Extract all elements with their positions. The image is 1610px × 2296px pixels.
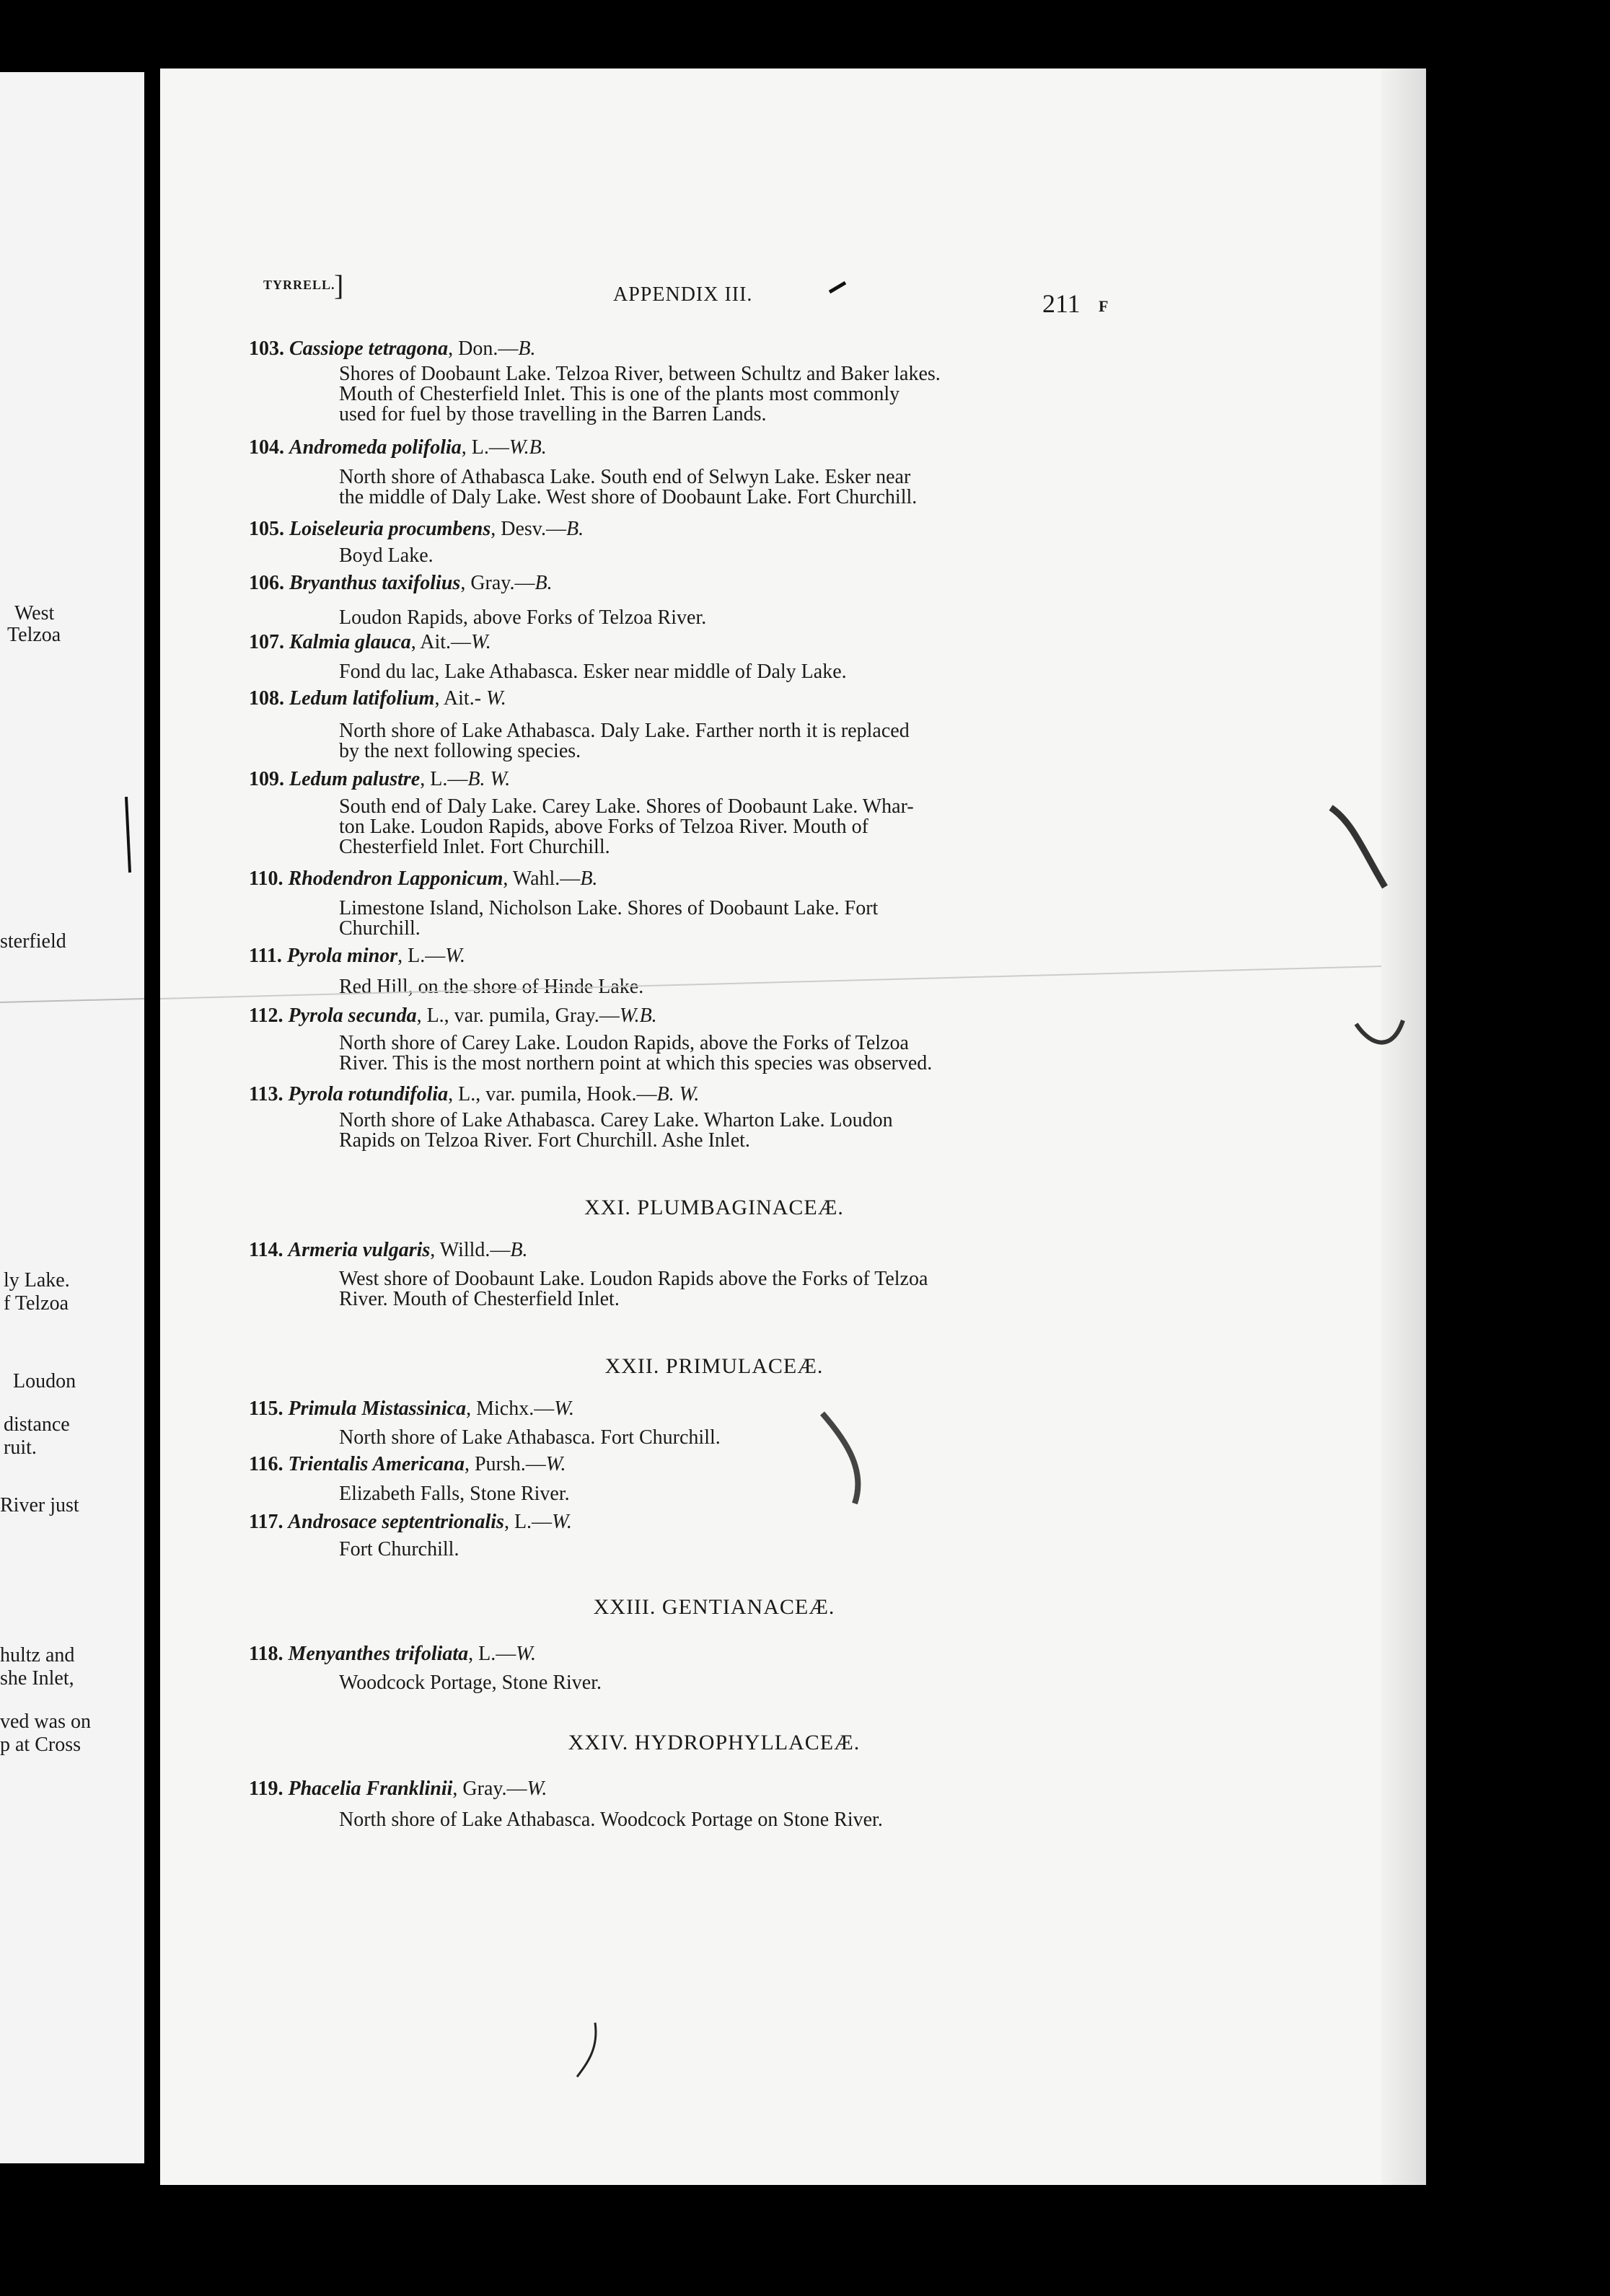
section-heading: XXIV. HYDROPHYLLACEÆ. (568, 1731, 861, 1754)
entry-116-description: Elizabeth Falls, Stone River. (339, 1483, 570, 1505)
left-fragment: f Telzoa (4, 1292, 69, 1315)
entry-105-description: Boyd Lake. (339, 544, 434, 567)
entry-104: 104. Andromeda polifolia, L.—W.B. (249, 436, 547, 459)
ink-mark (126, 797, 130, 873)
entry-114: 114. Armeria vulgaris, Willd.—B. (249, 1239, 528, 1261)
entry-114-description: West shore of Doobaunt Lake. Loudon Rapids above the Forks of Telzoa River. Mouth of Chesterfield Inlet. (339, 1268, 928, 1310)
entry-118-description: Woodcock Portage, Stone River. (339, 1672, 602, 1694)
ink-mark (822, 1413, 858, 1504)
left-fragment: River just (0, 1494, 79, 1516)
left-fragment: ved was on (0, 1710, 91, 1733)
entry-104-description: North shore of Athabasca Lake. South end of Selwyn Lake. Esker near the middle of Daly Lake. West shore of Doobaunt Lake. Fort Churchill. (339, 466, 918, 508)
ink-mark (1356, 1020, 1403, 1043)
entry-118: 118. Menyanthes trifoliata, L.—W. (249, 1643, 537, 1665)
section-heading: XXIII. GENTIANACEÆ. (593, 1595, 835, 1619)
entry-117: 117. Androsace septentrionalis, L.—W. (249, 1511, 572, 1533)
page-number: 211 (1042, 289, 1081, 318)
section-heading: XXII. PRIMULACEÆ. (604, 1354, 824, 1378)
entry-107-description: Fond du lac, Lake Athabasca. Esker near middle of Daly Lake. (339, 661, 847, 683)
entry-111: 111. Pyrola minor, L.—W. (249, 945, 466, 967)
ink-mark (830, 283, 845, 292)
page-suffix: F (1099, 297, 1109, 315)
entry-115-description: North shore of Lake Athabasca. Fort Churchill. (339, 1426, 721, 1449)
entry-108: 108. Ledum latifolium, Ait.- W. (249, 687, 506, 710)
entry-115: 115. Primula Mistassinica, Michx.—W. (249, 1398, 574, 1420)
entry-103: 103. Cassiope tetragona, Don.—B. (249, 337, 536, 360)
left-fragment: hultz and (0, 1644, 75, 1666)
left-fragment: ruit. (4, 1436, 37, 1459)
entry-112-description: North shore of Carey Lake. Loudon Rapids, above the Forks of Telzoa River. This is the most northern point at which this species was observed. (339, 1032, 933, 1074)
entry-119: 119. Phacelia Franklinii, Gray.—W. (249, 1778, 547, 1800)
left-fragment: sterfield (0, 930, 66, 953)
running-title: APPENDIX III. (613, 283, 753, 306)
left-fragment: p at Cross (0, 1734, 81, 1756)
entry-119-description: North shore of Lake Athabasca. Woodcock Portage on Stone River. (339, 1809, 883, 1831)
entry-106: 106. Bryanthus taxifolius, Gray.—B. (249, 572, 553, 594)
left-fragment: Telzoa (7, 624, 61, 646)
entry-109: 109. Ledum palustre, L.—B. W. (249, 768, 511, 790)
left-fragment: distance (4, 1413, 70, 1436)
left-fragment: Loudon (13, 1370, 76, 1392)
ink-mark (577, 2023, 596, 2077)
entry-112: 112. Pyrola secunda, L., var. pumila, Gray.—W.B. (249, 1004, 657, 1027)
section-heading: XXI. PLUMBAGINACEÆ. (584, 1196, 844, 1219)
entry-117-description: Fort Churchill. (339, 1538, 459, 1560)
left-fragment: ly Lake. (4, 1269, 70, 1292)
running-author: TYRRELL. (263, 278, 335, 292)
fold-line (160, 966, 1381, 999)
entry-113: 113. Pyrola rotundifolia, L., var. pumila, Hook.—B. W. (249, 1083, 700, 1105)
entry-103-description: Shores of Doobaunt Lake. Telzoa River, between Schultz and Baker lakes. Mouth of Chesterfield Inlet. This is one of the plants most commonly used for fuel by those travelling in the Barren Lands. (339, 363, 941, 425)
entry-110: 110. Rhodendron Lapponicum, Wahl.—B. (249, 867, 598, 890)
entry-109-description: South end of Daly Lake. Carey Lake. Shores of Doobaunt Lake. Whar- ton Lake. Loudon Rapids, above Forks of Telzoa River. Mouth of Chesterfield Inlet. Fort Churchill. (339, 795, 914, 858)
entry-108-description: North shore of Lake Athabasca. Daly Lake. Farther north it is replaced by the next following species. (339, 720, 910, 762)
entry-107: 107. Kalmia glauca, Ait.—W. (249, 631, 491, 653)
ink-mark (1331, 808, 1385, 887)
entry-116: 116. Trientalis Americana, Pursh.—W. (249, 1453, 566, 1475)
entry-110-description: Limestone Island, Nicholson Lake. Shores of Doobaunt Lake. Fort Churchill. (339, 897, 879, 940)
header-bracket: ] (334, 269, 344, 301)
fold-line (0, 999, 144, 1002)
left-fragment: she Inlet, (0, 1667, 74, 1690)
entry-113-description: North shore of Lake Athabasca. Carey Lake. Wharton Lake. Loudon Rapids on Telzoa River. Fort Churchill. Ashe Inlet. (339, 1109, 893, 1152)
entry-106-description: Loudon Rapids, above Forks of Telzoa River. (339, 606, 707, 629)
left-fragment: West (14, 602, 55, 624)
entry-105: 105. Loiseleuria procumbens, Desv.—B. (249, 518, 584, 540)
entry-111-description: Red Hill, on the shore of Hinde Lake. (339, 976, 644, 998)
